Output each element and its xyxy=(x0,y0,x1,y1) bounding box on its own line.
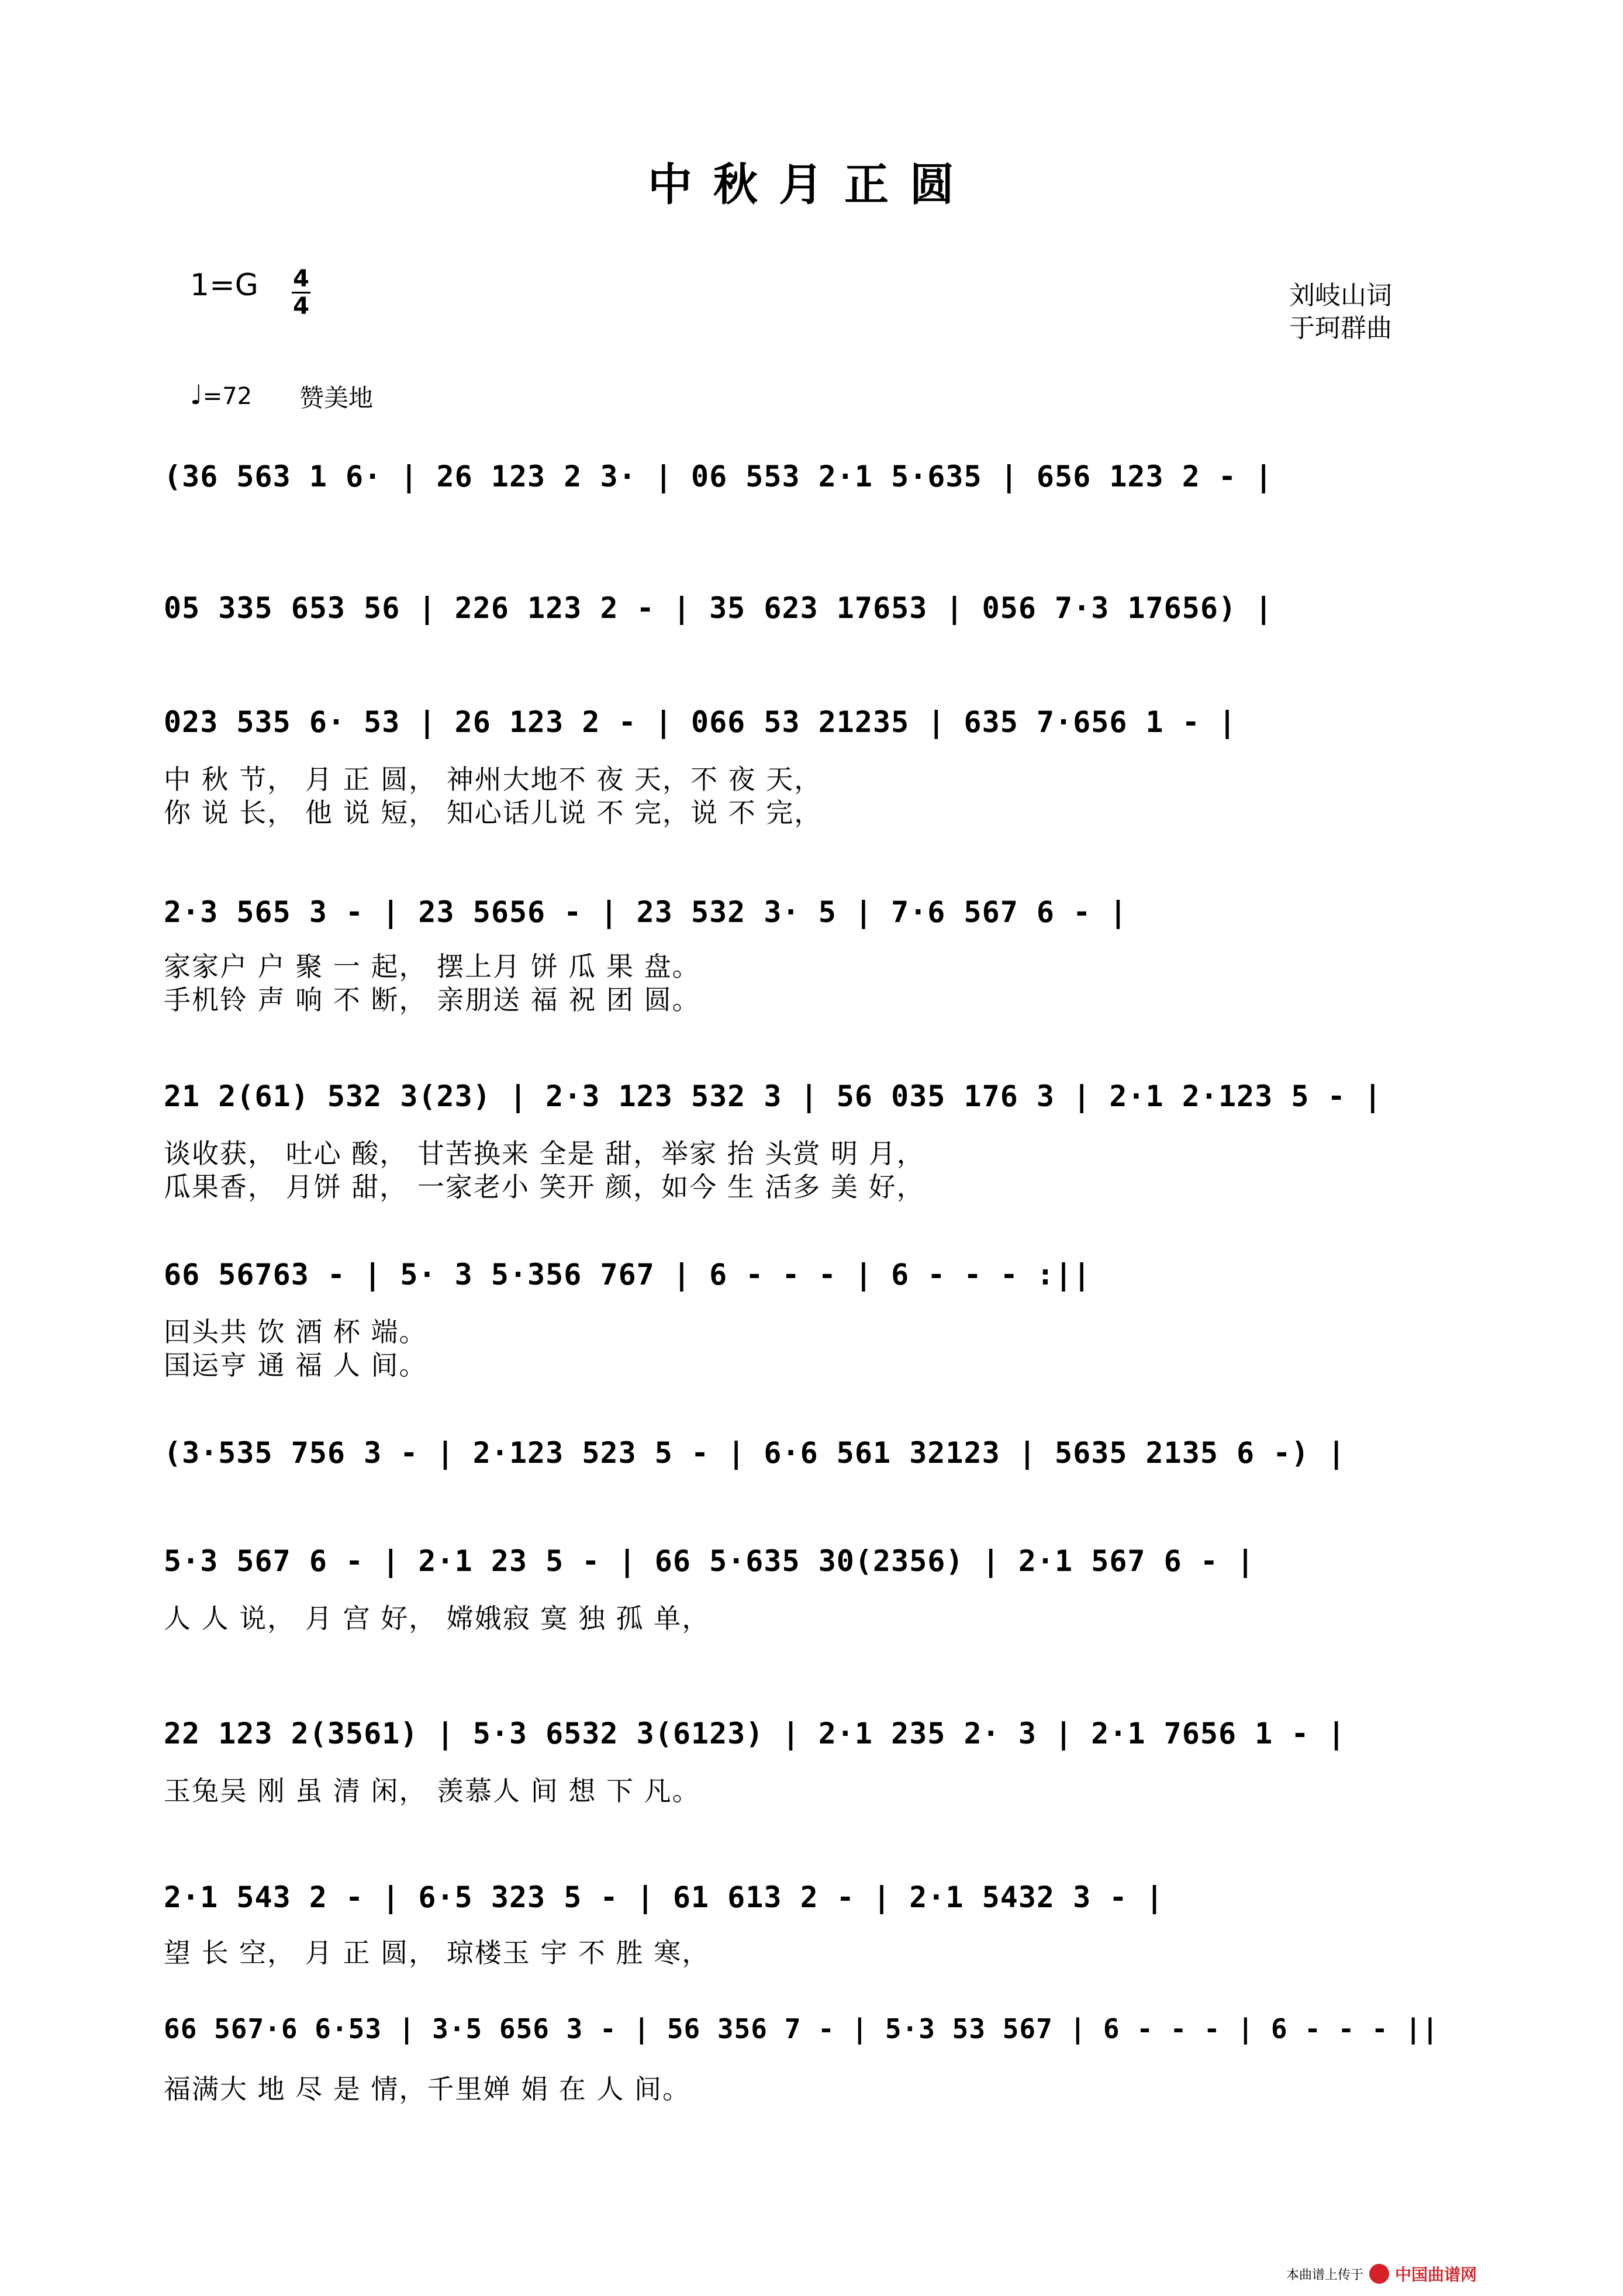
system-6-notes: 66 56763 - | 5· 3 5·356 767 | 6 - - - | 6 - - - :|| xyxy=(164,1258,1092,1292)
site-name: 中国曲谱网 xyxy=(1394,2265,1477,2284)
key-signature: 1=G xyxy=(190,268,258,303)
composer: 于珂群曲 xyxy=(1289,313,1392,343)
system-9-notes: 22 123 2(3561) | 5·3 6532 3(6123) | 2·1 235 2· 3 | 2·1 7656 1 - | xyxy=(164,1717,1346,1751)
system-7-notes: (3·535 756 3 - | 2·123 523 5 - | 6·6 561 32123 | 5635 2135 6 -) | xyxy=(164,1436,1346,1470)
system-3-notes: 023 535 6· 53 | 26 123 2 - | 066 53 21235 | 635 7·656 1 - | xyxy=(164,705,1237,739)
system-9-lyrics: 玉兔吴 刚 虽 清 闲， 羡慕人 间 想 下 凡。 xyxy=(164,1775,700,1807)
system-4-notes: 2·3 565 3 - | 23 5656 - | 23 532 3· 5 | 7·6 567 6 - | xyxy=(164,895,1128,929)
system-3-lyrics-verse-1: 中 秋 节， 月 正 圆， 神州大地不 夜 天，不 夜 天， xyxy=(164,764,823,795)
footer-watermark xyxy=(1286,2262,1477,2285)
system-10-notes: 2·1 543 2 - | 6·5 323 5 - | 61 613 2 - | 2·1 5432 3 - | xyxy=(164,1880,1164,1914)
credits xyxy=(1289,279,1392,345)
system-5-lyrics-verse-1: 谈收获， 吐心 酸， 甘苦换来 全是 甜，举家 抬 头赏 明 月， xyxy=(164,1138,925,1169)
footer-text: 本曲谱上传于 xyxy=(1286,2267,1363,2283)
lyricist: 刘岐山词 xyxy=(1289,281,1392,310)
time-signature-bottom: 4 xyxy=(293,293,309,320)
time-signature xyxy=(289,266,313,319)
site-logo-icon xyxy=(1369,2264,1389,2284)
system-8-lyrics: 人 人 说， 月 宫 好， 嫦娥寂 寞 独 孤 单， xyxy=(164,1603,710,1634)
song-title: 中秋月正圆 xyxy=(648,158,975,210)
system-6-lyrics-verse-1: 回头共 饮 酒 杯 端。 xyxy=(164,1316,427,1348)
system-5-lyrics-verse-2: 瓜果香， 月饼 甜， 一家老小 笑开 颜，如今 生 活多 美 好， xyxy=(164,1171,925,1203)
system-5-notes: 21 2(61) 532 3(23) | 2·3 123 532 3 | 56 035 176 3 | 2·1 2·123 5 - | xyxy=(164,1079,1382,1113)
system-8-notes: 5·3 567 6 - | 2·1 23 5 - | 66 5·635 30(2356) | 2·1 567 6 - | xyxy=(164,1544,1255,1578)
time-signature-top: 4 xyxy=(293,265,309,292)
system-4-lyrics-verse-1: 家家户 户 聚 一 起， 摆上月 饼 瓜 果 盘。 xyxy=(164,951,700,982)
expression-marking: 赞美地 xyxy=(299,384,374,412)
system-11-lyrics: 福满大 地 尽 是 情，千里婵 娟 在 人 间。 xyxy=(164,2073,690,2105)
system-6-lyrics-verse-2: 国运亨 通 福 人 间。 xyxy=(164,1349,427,1381)
system-1-notes: (36 563 1 6· | 26 123 2 3· | 06 553 2·1 5·635 | 656 123 2 - | xyxy=(164,460,1273,493)
system-3-lyrics-verse-2: 你 说 长， 他 说 短， 知心话儿说 不 完，说 不 完， xyxy=(164,797,823,828)
system-4-lyrics-verse-2: 手机铃 声 响 不 断， 亲朋送 福 祝 团 圆。 xyxy=(164,984,700,1016)
system-10-lyrics: 望 长 空， 月 正 圆， 琼楼玉 宇 不 胜 寒， xyxy=(164,1937,710,1969)
system-11-notes: 66 567·6 6·53 | 3·5 656 3 - | 56 356 7 - | 5·3 53 567 | 6 - - - | 6 - - - || xyxy=(164,2013,1439,2045)
quarter-note-icon: ♩ xyxy=(190,379,203,410)
system-2-notes: 05 335 653 56 | 226 123 2 - | 35 623 17653 | 056 7·3 17656) | xyxy=(164,591,1273,625)
tempo-value: =72 xyxy=(202,383,253,410)
tempo-marking xyxy=(190,379,252,410)
